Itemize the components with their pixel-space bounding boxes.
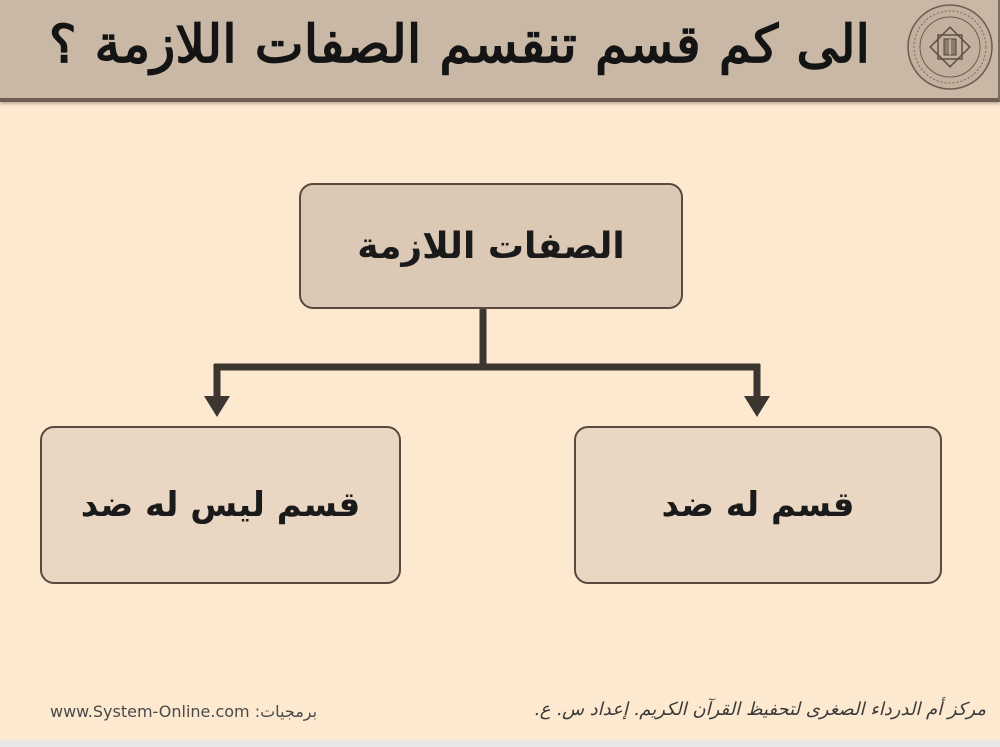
- center-seal-icon: [906, 3, 994, 91]
- footer-credit: [50, 702, 317, 721]
- credit-site-link[interactable]: www.System-Online.com: [50, 702, 250, 721]
- right-child-label: قسم له ضد: [661, 485, 855, 525]
- header-bar: [0, 0, 1000, 102]
- root-node: [299, 183, 683, 309]
- left-child-label: قسم ليس له ضد: [80, 485, 361, 525]
- slide-title: الى كم قسم تنقسم الصفات اللازمة ؟: [48, 14, 870, 75]
- right-arrow-icon: [744, 396, 770, 417]
- root-node-label: الصفات اللازمة: [357, 225, 625, 267]
- credit-label: برمجيات:: [254, 702, 318, 721]
- left-arrow-icon: [204, 396, 230, 417]
- right-child-node: [574, 426, 942, 584]
- footer-center-text: مركز أم الدرداء الصغرى لتحفيظ القرآن الكريم. إعداد س. ع.: [534, 699, 986, 720]
- left-child-node: [40, 426, 401, 584]
- bottom-strip: [0, 740, 1000, 747]
